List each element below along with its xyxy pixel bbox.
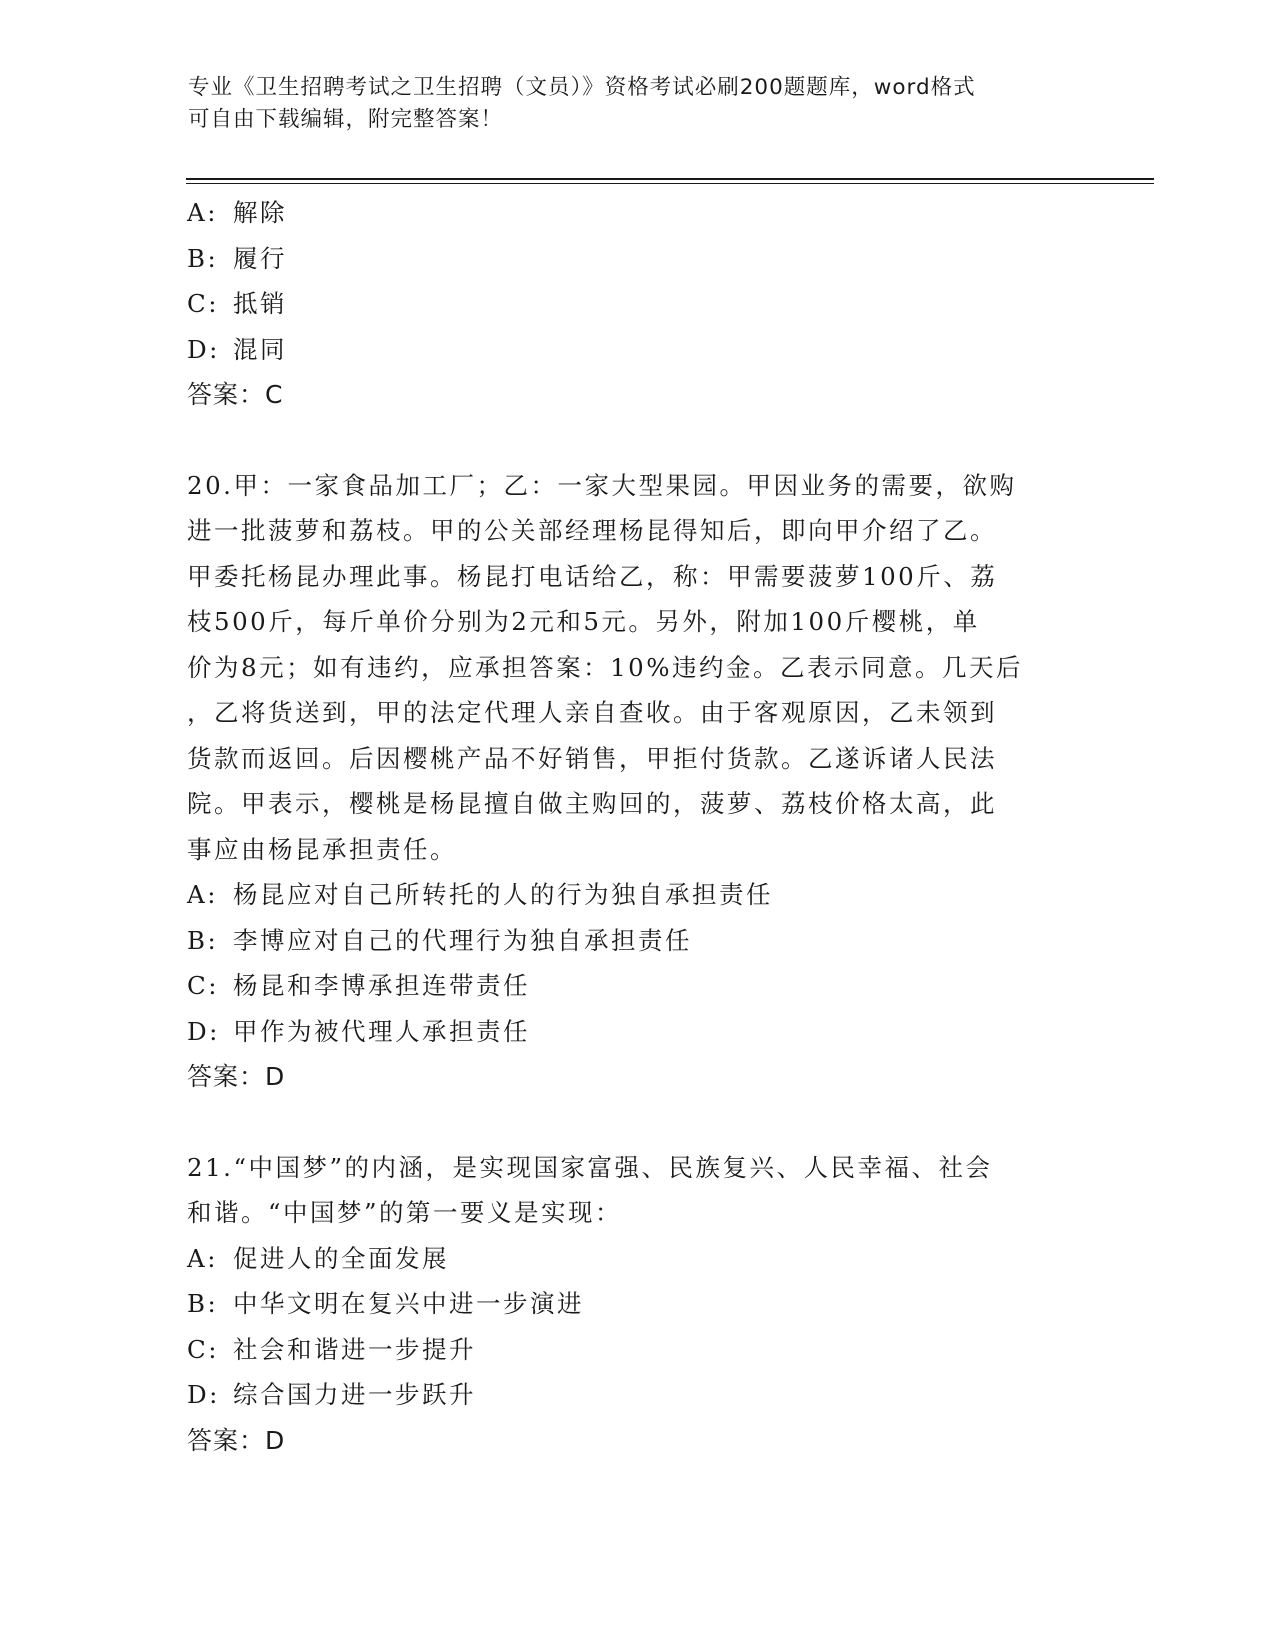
page-header xyxy=(188,72,1088,136)
question-content xyxy=(187,190,1087,1463)
option-text: 履行 xyxy=(233,243,287,273)
stem-line: ，乙将货送到，甲的法定代理人亲自查收。由于客观原因，乙未领到 xyxy=(187,698,997,727)
option-text: 混同 xyxy=(233,334,287,364)
stem-line: 院。甲表示，樱桃是杨昆擅自做主购回的，菠萝、荔枝价格太高，此 xyxy=(187,789,997,818)
option-label: D: xyxy=(187,1380,220,1409)
option-label: D: xyxy=(187,1016,220,1046)
question-21-options xyxy=(187,1236,1087,1418)
option-text: 促进人的全面发展 xyxy=(233,1243,449,1273)
stem-line: 事应由杨昆承担责任。 xyxy=(187,834,457,864)
header-rule-thick xyxy=(186,178,1154,180)
option-label: A: xyxy=(187,880,218,909)
option-b xyxy=(187,236,1087,282)
option-label: D: xyxy=(187,334,220,364)
stem-line: 进一批菠萝和荔枝。甲的公关部经理杨昆得知后，即向甲介绍了乙。 xyxy=(187,516,997,545)
stem-line: 甲委托杨昆办理此事。杨昆打电话给乙，称：甲需要菠萝100斤、荔 xyxy=(187,561,998,591)
question-20-answer: 答案：D xyxy=(187,1062,286,1091)
question-21-answer: 答案：D xyxy=(187,1425,286,1455)
stem-line: 价为8元；如有违约，应承担答案：10%违约金。乙表示同意。几天后 xyxy=(187,652,1024,682)
option-text: 社会和谐进一步提升 xyxy=(233,1334,476,1364)
question-20-options xyxy=(187,872,1087,1054)
option-text: 综合国力进一步跃升 xyxy=(233,1380,476,1409)
option-text: 杨昆和李博承担连带责任 xyxy=(233,971,530,1000)
stem-line: 货款而返回。后因樱桃产品不好销售，甲拒付货款。乙遂诉诸人民法 xyxy=(187,743,997,773)
question-spacer xyxy=(187,1100,1087,1145)
option-a xyxy=(187,1236,1087,1282)
option-b xyxy=(187,1281,1087,1327)
question-20-stem xyxy=(187,463,1087,873)
option-c xyxy=(187,281,1087,327)
header-line-2: 可自由下载编辑，附完整答案！ xyxy=(188,107,504,132)
header-line-1: 专业《卫生招聘考试之卫生招聘（文员）》资格考试必刷200题题库，word格式 xyxy=(188,75,976,100)
question-21-stem xyxy=(187,1145,1087,1236)
stem-line: 20.甲：一家食品加工厂；乙：一家大型果园。甲因业务的需要，欲购 xyxy=(187,470,1017,500)
option-c xyxy=(187,1327,1087,1373)
option-label: B: xyxy=(187,1289,219,1318)
option-d xyxy=(187,1009,1087,1055)
question-19-answer: 答案：C xyxy=(187,380,284,409)
option-label: B: xyxy=(187,925,219,955)
option-text: 杨昆应对自己所转托的人的行为独自承担责任 xyxy=(233,880,773,909)
question-19-options xyxy=(187,190,1087,372)
option-label: B: xyxy=(187,243,219,273)
option-text: 甲作为被代理人承担责任 xyxy=(233,1016,530,1046)
header-rule-thin xyxy=(186,183,1154,184)
option-d xyxy=(187,327,1087,373)
stem-line: 枝500斤，每斤单价分别为2元和5元。另外，附加100斤樱桃，单 xyxy=(187,607,980,636)
stem-line: 和谐。“中国梦”的第一要义是实现： xyxy=(187,1198,623,1227)
option-label: A: xyxy=(187,198,218,227)
option-text: 李博应对自己的代理行为独自承担责任 xyxy=(233,925,692,955)
option-text: 解除 xyxy=(233,198,287,227)
option-a xyxy=(187,872,1087,918)
option-text: 中华文明在复兴中进一步演进 xyxy=(233,1289,584,1318)
question-spacer xyxy=(187,418,1087,463)
option-a xyxy=(187,190,1087,236)
option-c xyxy=(187,963,1087,1009)
option-text: 抵销 xyxy=(233,289,287,318)
stem-line: 21.“中国梦”的内涵，是实现国家富强、民族复兴、人民幸福、社会 xyxy=(187,1152,993,1182)
option-b xyxy=(187,918,1087,964)
option-label: C: xyxy=(187,1334,220,1364)
option-label: A: xyxy=(187,1243,218,1273)
option-label: C: xyxy=(187,971,220,1000)
option-d xyxy=(187,1372,1087,1418)
option-label: C: xyxy=(187,289,220,318)
